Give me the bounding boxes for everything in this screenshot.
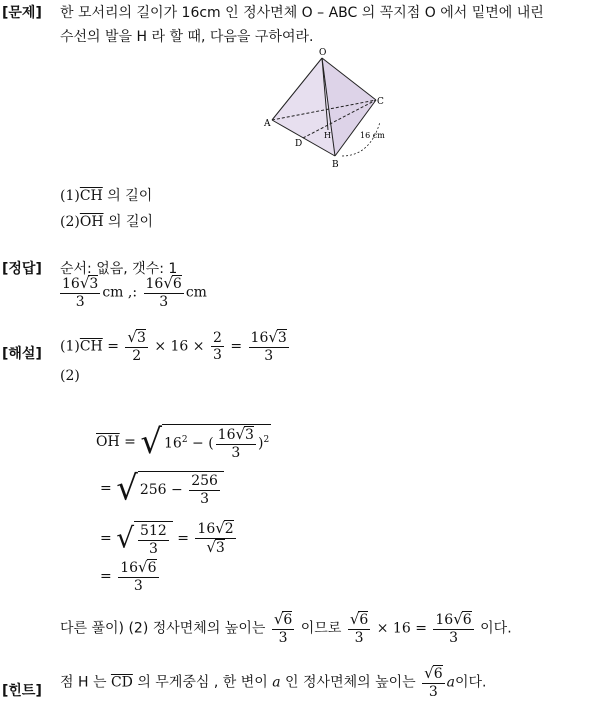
solution-part-1: $(1)\overline{CH}$ = $\frac{√3}{2}$ × 16 × $\frac{2}{3}$ = $\frac{16√3}{3}$ [60,328,287,364]
answer-1-unit: cm [102,284,124,301]
solution-part-2-label: (2) [60,368,80,384]
label-c: C [377,97,384,107]
q1-text: 의 길이 [102,188,153,204]
label-o: O [319,48,327,58]
solution-tag: [해설] [2,346,42,362]
label-edge-length: 16 cm [360,131,385,140]
answer-separator: ,: [123,284,142,301]
question-2 [60,211,153,231]
answer-meta: 순서: 없음, 갯수: 1 [60,261,178,277]
answer-2-unit: cm [185,284,207,301]
problem-line-1: 한 모서리의 길이가 16cm 인 정사면체 O – ABC 의 꼭지점 O 에서 밑면에 내린 [60,5,544,21]
q2-segment: $\overline{OH}$ [79,214,104,230]
label-b: B [332,160,339,170]
tetrahedron-figure [262,46,392,172]
oh-step-2: = √ 256 − $\frac{256}{3}$ [100,471,224,506]
label-a: A [264,119,271,129]
oh-step-4: = $\frac{16√6}{3}$ [100,558,157,594]
problem-line-2: 수선의 발을 H 라 할 때, 다음을 구하여라. [60,29,314,45]
answer-values: $\frac{16√3}{3}$ cm ,: $\frac{16√6}{3}$ cm [62,274,207,310]
oh-step-1: $\overline{OH}$ = √ $16^2$ − ( $\frac{16√3}{3}$ )$^2$ [96,422,270,463]
oh-step-3: = √ $\frac{512}{3}$ = $\frac{16√2}{√3}$ [100,519,234,557]
q2-number: (2) [60,214,80,230]
label-h: H [324,131,331,140]
q2-text: 의 길이 [103,214,154,230]
q1-number: (1) [60,188,80,204]
problem-tag: [문제] [2,5,42,21]
hint-tag: [힌트] [2,683,42,699]
alternative-solution: 다른 풀이) (2) 정사면체의 높이는 $\frac{√6}{3}$ 이므로 $\frac{√6}{3}$ × 16 = $\frac{16√6}{3}$ 이다. [60,610,512,646]
hint-text: 점 H 는 $\overline{CD}$ 의 무게중심 , 한 변이 a 인 정사면체의 높이는 $\frac{√6}{3}$ a이다. [60,664,487,700]
answer-tag: [정답] [2,261,42,277]
q1-segment: $\overline{CH}$ [79,188,103,204]
label-d: D [295,139,303,149]
question-1 [60,185,152,205]
